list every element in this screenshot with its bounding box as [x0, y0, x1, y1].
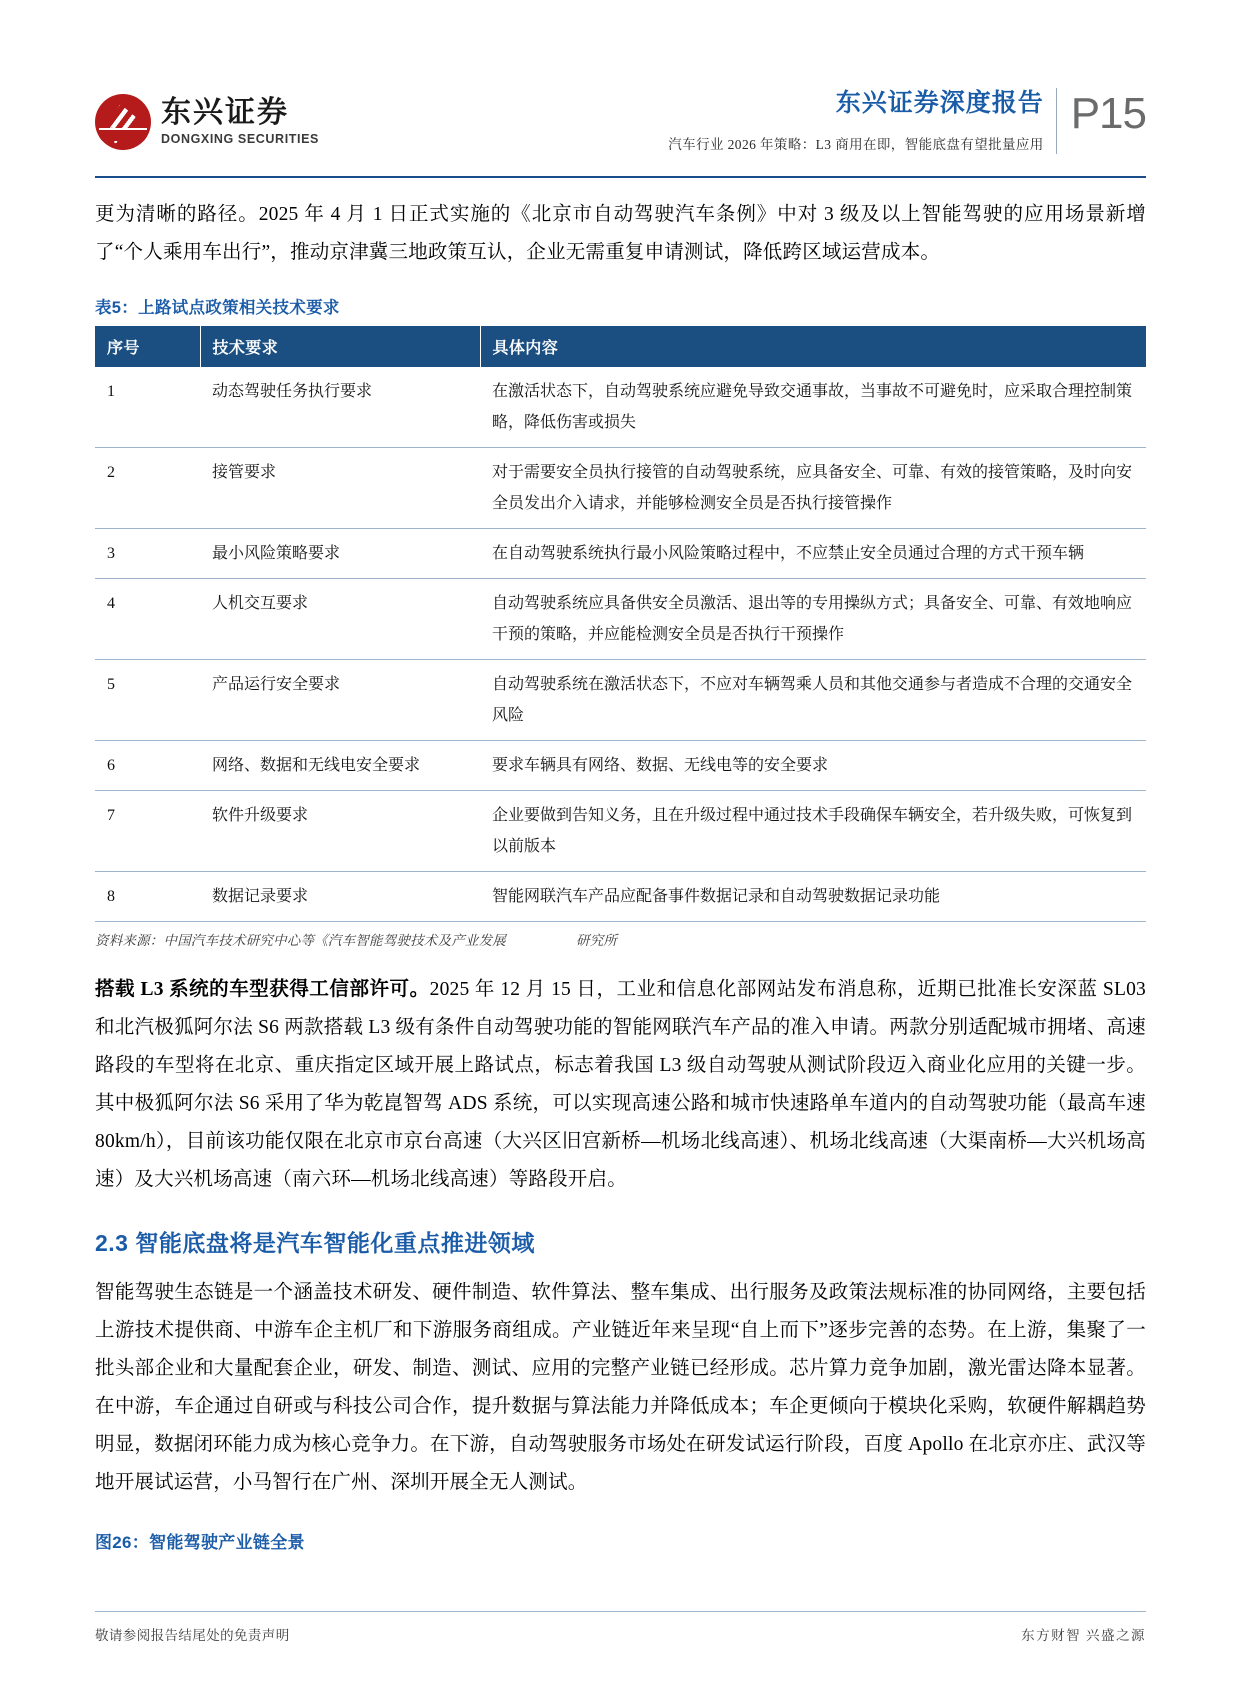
- page-footer: [95, 1624, 1146, 1644]
- cell-requirement: 软件升级要求: [200, 791, 480, 872]
- cell-no: 7: [95, 791, 200, 872]
- logo-english-name: DONGXING SECURITIES: [161, 132, 319, 147]
- table-row: [95, 367, 1146, 448]
- cell-content: 要求车辆具有网络、数据、无线电等的安全要求: [480, 741, 1146, 791]
- cell-content: 智能网联汽车产品应配备事件数据记录和自动驾驶数据记录功能: [480, 872, 1146, 922]
- company-logo: [95, 94, 319, 150]
- cell-no: 2: [95, 448, 200, 529]
- section-2-3-paragraph: 智能驾驶生态链是一个涵盖技术研发、硬件制造、软件算法、整车集成、出行服务及政策法规标准的协同网络，主要包括上游技术提供商、中游车企主机厂和下游服务商组成。产业链近年来呈现“自上而下”逐步完善的态势。在上游，集聚了一批头部企业和大量配套企业，研发、制造、测试、应用的完整产业链已经形成。芯片算力竞争加剧，激光雷达降本显著。在中游，车企通过自研或与科技公司合作，提升数据与算法能力并降低成本；车企更倾向于模块化采购，软硬件解耦趋势明显，数据闭环能力成为核心竞争力。在下游，自动驾驶服务市场处在研发试运行阶段，百度 Apollo 在北京亦庄、武汉等地开展试运营，小马智行在广州、深圳开展全无人测试。: [95, 1282, 1146, 1493]
- table-header-no: 序号: [95, 326, 200, 367]
- cell-requirement: 人机交互要求: [200, 579, 480, 660]
- intro-paragraph: 更为清晰的路径。2025 年 4 月 1 日正式实施的《北京市自动驾驶汽车条例》中对 3 级及以上智能驾驶的应用场景新增了“个人乘用车出行”，推动京津冀三地政策互认，企业无需重复申请测试，降低跨区域运营成本。: [95, 204, 1146, 263]
- cell-content: 企业要做到告知义务，且在升级过程中通过技术手段确保车辆安全，若升级失败，可恢复到以前版本: [480, 791, 1146, 872]
- section-heading-2-3: 2.3 智能底盘将是汽车智能化重点推进领域: [95, 1230, 535, 1256]
- logo-text-block: [161, 98, 319, 146]
- cell-requirement: 数据记录要求: [200, 872, 480, 922]
- table-row: [95, 791, 1146, 872]
- table-header-requirement: 技术要求: [200, 326, 480, 367]
- dongxing-logo-icon: [95, 94, 151, 150]
- page-header: [95, 88, 1146, 170]
- cell-content: 在自动驾驶系统执行最小风险策略过程中，不应禁止安全员通过合理的方式干预车辆: [480, 529, 1146, 579]
- header-divider: [95, 176, 1146, 178]
- table-row: [95, 660, 1146, 741]
- cell-no: 1: [95, 367, 200, 448]
- l3-paragraph-rest: 2025 年 12 月 15 日，工业和信息化部网站发布消息称，近期已批准长安深蓝 SL03 和北汽极狐阿尔法 S6 两款搭载 L3 级有条件自动驾驶功能的智能网联汽车产品的准入申请。两款分别适配城市拥堵、高速路段的车型将在北京、重庆指定区域开展上路试点，标志着我国 L3 级自动驾驶从测试阶段迈入商业化应用的关键一步。其中极狐阿尔法 S6 采用了华为乾崑智驾 ADS 系统，可以实现高速公路和城市快速路单车道内的自动驾驶功能（最高车速 80km/h），目前该功能仅限在北京市京台高速（大兴区旧宫新桥—机场北线高速）、机场北线高速（大渠南桥—大兴机场高速）及大兴机场高速（南六环—机场北线高速）等路段开启。: [95, 979, 1146, 1190]
- footer-divider: [95, 1611, 1146, 1612]
- table-row: [95, 579, 1146, 660]
- cell-content: 自动驾驶系统在激活状态下，不应对车辆驾乘人员和其他交通参与者造成不合理的交通安全风险: [480, 660, 1146, 741]
- cell-requirement: 最小风险策略要求: [200, 529, 480, 579]
- logo-chinese-name: 东兴证券: [161, 96, 289, 130]
- cell-no: 8: [95, 872, 200, 922]
- page-number: P15: [1070, 89, 1146, 138]
- footer-disclaimer: 敬请参阅报告结尾处的免责声明: [95, 1628, 290, 1643]
- table-source-note: [95, 929, 1146, 949]
- cell-content: 在激活状态下，自动驾驶系统应避免导致交通事故，当事故不可避免时，应采取合理控制策略，降低伤害或损失: [480, 367, 1146, 448]
- table-row: [95, 448, 1146, 529]
- cell-requirement: 产品运行安全要求: [200, 660, 480, 741]
- cell-no: 4: [95, 579, 200, 660]
- figure-image-area: [95, 1553, 1146, 1684]
- page-content: [95, 196, 1146, 1684]
- cell-no: 6: [95, 741, 200, 791]
- table-row: [95, 741, 1146, 791]
- cell-requirement: 网络、数据和无线电安全要求: [200, 741, 480, 791]
- source-prefix: 资料来源：中国汽车技术研究中心等《汽车智能驾驶技术及产业发展: [95, 933, 506, 948]
- report-subtitle: 汽车行业 2026 年策略：L3 商用在即，智能底盘有望批量应用: [668, 137, 1044, 153]
- table-caption: 表5：上路试点政策相关技术要求: [95, 299, 340, 317]
- table-body: [95, 367, 1146, 922]
- policy-requirements-table: [95, 326, 1146, 922]
- cell-content: 自动驾驶系统应具备供安全员激活、退出等的专用操纵方式；具备安全、可靠、有效地响应干预的策略，并应能检测安全员是否执行干预操作: [480, 579, 1146, 660]
- header-right-block: [668, 88, 1146, 154]
- l3-paragraph-lead: 搭载 L3 系统的车型获得工信部许可。: [95, 979, 430, 1000]
- cell-content: 对于需要安全员执行接管的自动驾驶系统，应具备安全、可靠、有效的接管策略，及时向安全员发出介入请求，并能够检测安全员是否执行接管操作: [480, 448, 1146, 529]
- cell-requirement: 接管要求: [200, 448, 480, 529]
- cell-no: 3: [95, 529, 200, 579]
- table-header-content: 具体内容: [480, 326, 1146, 367]
- cell-requirement: 动态驾驶任务执行要求: [200, 367, 480, 448]
- table-row: [95, 529, 1146, 579]
- l3-paragraph: [95, 971, 1146, 1199]
- figure-caption: 图26：智能驾驶产业链全景: [95, 1533, 305, 1552]
- source-overlap-b: [514, 945, 569, 949]
- source-suffix: 研究所: [576, 933, 618, 948]
- table-header-row: [95, 326, 1146, 367]
- footer-slogan: 东方财智 兴盛之源: [1021, 1628, 1146, 1643]
- report-title: 东兴证券深度报告: [835, 89, 1044, 117]
- header-title-group: [668, 88, 1056, 154]
- cell-no: 5: [95, 660, 200, 741]
- table-row: [95, 872, 1146, 922]
